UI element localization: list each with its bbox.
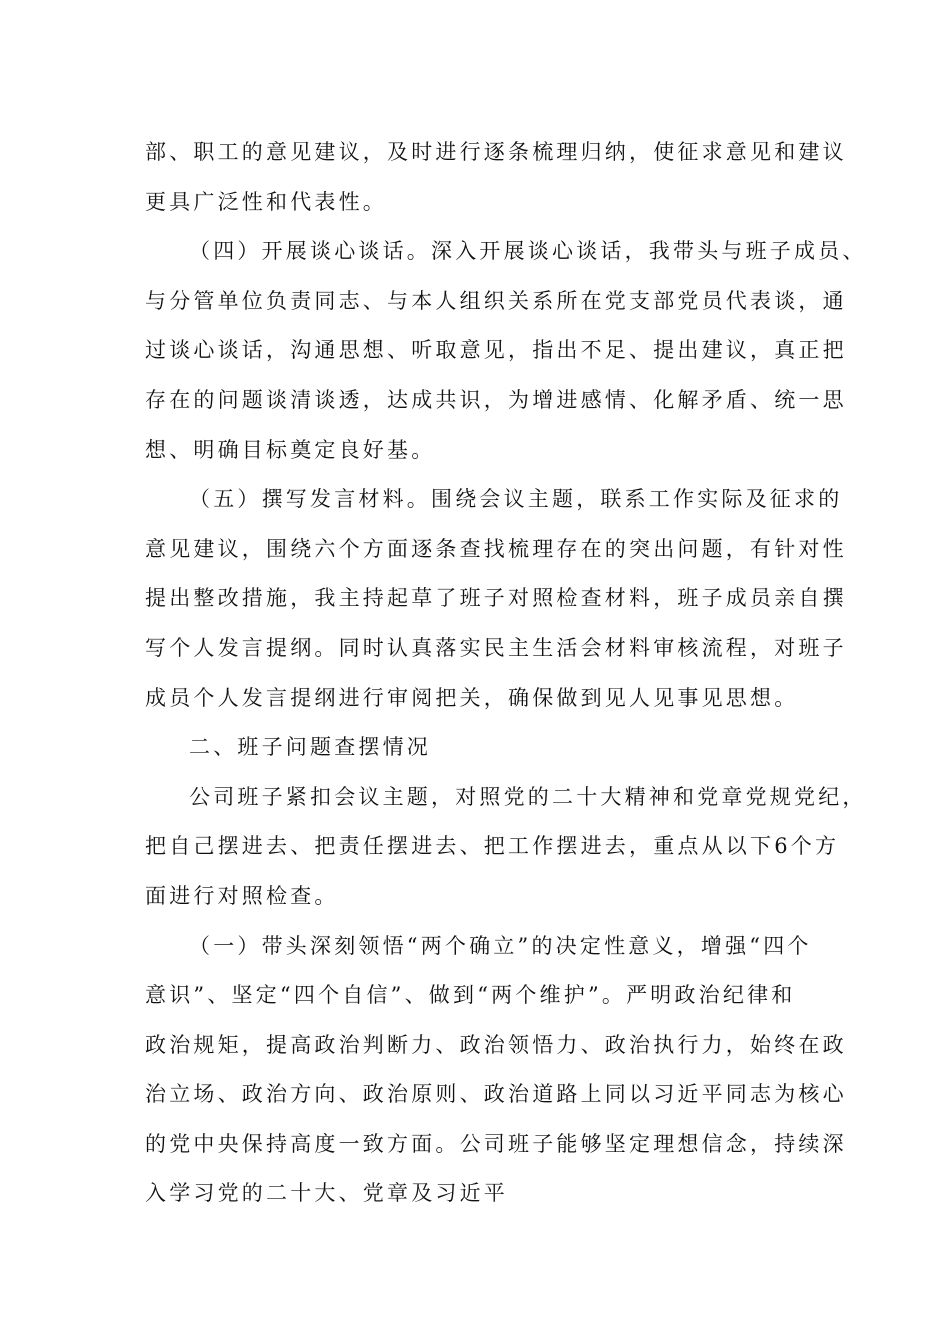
- text-line: 更具广泛性和代表性。: [145, 189, 387, 214]
- text-line: 过谈心谈话，沟通思想、听取意见，指出不足、提出建议，真正把: [145, 338, 847, 363]
- paragraph-talk: [145, 227, 867, 475]
- text-line: 成员个人发言提纲进行审阅把关，确保做到见人见事见思想。: [145, 685, 799, 710]
- text-line: （一）带头深刻领悟“两个确立”的决定性意义，增强“四个: [189, 933, 812, 958]
- text-line: 部、职工的意见建议，及时进行逐条梳理归纳，使征求意见和建议: [145, 140, 847, 164]
- paragraph-materials: [145, 475, 847, 723]
- text-line: 公司班子紧扣会议主题，对照党的二十大精神和党章党规党纪，: [189, 784, 867, 809]
- paragraph-continuation: [145, 128, 847, 227]
- document-body: [145, 128, 867, 1219]
- text-line: 想、明确目标奠定良好基。: [145, 437, 436, 462]
- text-line: 入学习党的二十大、党章及习近平: [145, 1181, 508, 1206]
- paragraph-item-1: [145, 922, 847, 1220]
- text-line: 存在的问题谈清谈透，达成共识，为增进感情、化解矛盾、统一思: [145, 387, 847, 412]
- text-line: 面进行对照检查。: [145, 883, 339, 908]
- text-line: 意识”、坚定“四个自信”、做到“两个维护”。严明政治纪律和: [145, 983, 796, 1008]
- text-line: 的党中央保持高度一致方面。公司班子能够坚定理想信念，持续深: [145, 1131, 847, 1156]
- paragraph-overview: [145, 773, 867, 922]
- section-heading-2: [145, 723, 815, 773]
- text-line: 把自己摆进去、把责任摆进去、把工作摆进去，重点从以下6个方: [145, 834, 840, 859]
- text-line: （五）撰写发言材料。围绕会议主题，联系工作实际及征求的: [189, 487, 843, 512]
- text-line: 政治规矩，提高政治判断力、政治领悟力、政治执行力，始终在政: [145, 1032, 847, 1057]
- text-line: 写个人发言提纲。同时认真落实民主生活会材料审核流程，对班子: [145, 635, 847, 660]
- text-line: 治立场、政治方向、政治原则、政治道路上同以习近平同志为核心: [145, 1082, 847, 1107]
- section-heading: 二、班子问题查摆情况: [189, 735, 431, 760]
- text-line: 与分管单位负责同志、与本人组织关系所在党支部党员代表谈，通: [145, 288, 847, 313]
- text-line: 意见建议，围绕六个方面逐条查找梳理存在的突出问题，有针对性: [145, 536, 847, 561]
- text-line: 提出整改措施，我主持起草了班子对照检查材料，班子成员亲自撰: [145, 586, 847, 611]
- text-line: （四）开展谈心谈话。深入开展谈心谈话，我带头与班子成员、: [189, 239, 867, 264]
